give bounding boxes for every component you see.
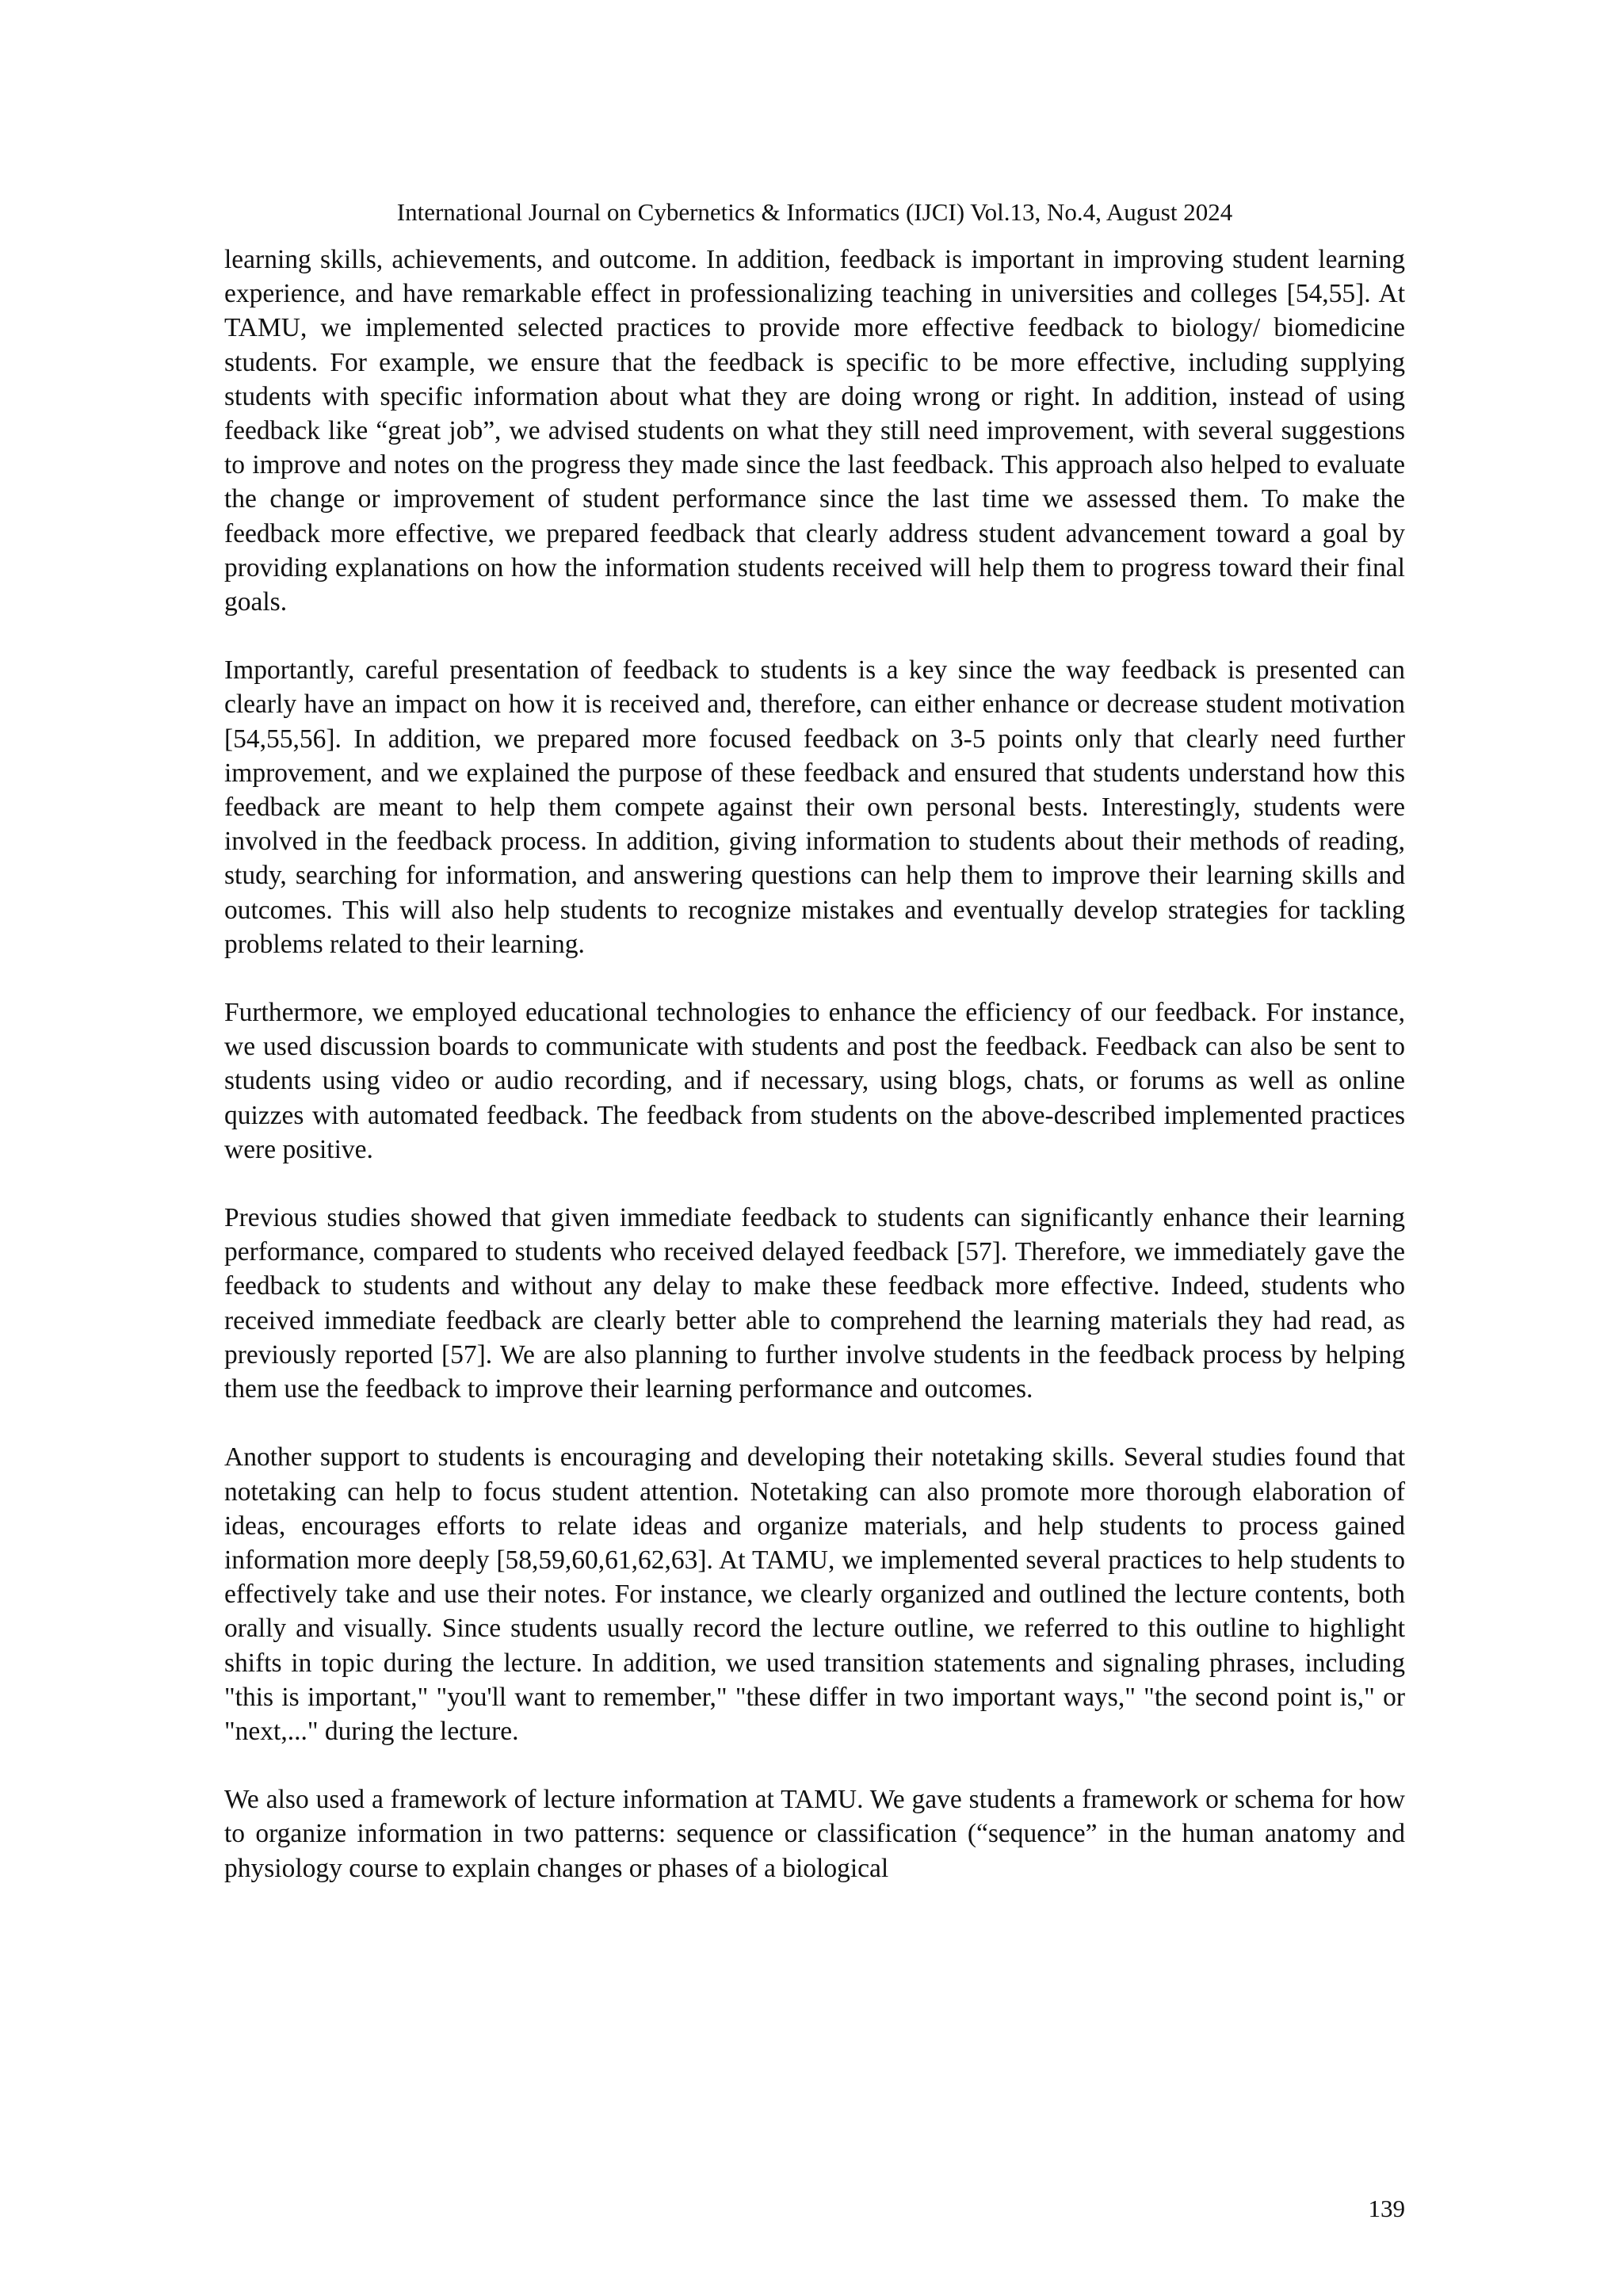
paragraph-immediate-feedback: Previous studies showed that given immediate feedback to students can significantly enhance their learning performance, compared to students who received delayed feedback [57]. Therefore, we immediately gave the feedback to students and without any delay to make these feedback more effective. Indeed, students who received immediate feedback are clearly better able to comprehend the learning materials they had read, as previously reported [57]. We are also planning to further involve students in the feedback process by helping them use the feedback to improve their learning performance and outcomes. [224, 1203, 1405, 1404]
paragraph-feedback-presentation: Importantly, careful presentation of feedback to students is a key since the way feedback is presented can clearly have an impact on how it is received and, therefore, can either enhance or decrease student motivation [54,55,56]. In addition, we prepared more focused feedback on 3-5 points only that clearly need further improvement, and we explained the purpose of these feedback and ensured that students understand how this feedback are meant to help them compete against their own personal bests. Interestingly, students were involved in the feedback process. In addition, giving information to students about their methods of reading, study, searching for information, and answering questions can help them to improve their learning skills and outcomes. This will also help students to recognize mistakes and eventually develop strategies for tackling problems related to their learning. [224, 655, 1405, 959]
running-header: International Journal on Cybernetics & Informatics (IJCI) Vol.13, No.4, August 2024 [396, 198, 1233, 226]
page-number: 139 [1368, 2195, 1405, 2222]
paragraph-educational-technologies: Furthermore, we employed educational technologies to enhance the efficiency of our feedback. For instance, we used discussion boards to communicate with students and post the feedback. Feedback can also be sent to students using video or audio recording, and if necessary, using blogs, chats, or forums as well as online quizzes with automated feedback. The feedback from students on the above-described implemented practices were positive. [224, 998, 1405, 1164]
paragraph-feedback-practices: learning skills, achievements, and outcome. In addition, feedback is important in improving student learning experience, and have remarkable effect in professionalizing teaching in universities and colleges [54,55]. At TAMU, we implemented selected practices to provide more effective feedback to biology/ biomedicine students. For example, we ensure that the feedback is specific to be more effective, including supplying students with specific information about what they are doing wrong or right. In addition, instead of using feedback like “great job”, we advised students on what they still need improvement, with several suggestions to improve and notes on the progress they made since the last feedback. This approach also helped to evaluate the change or improvement of student performance since the last time we assessed them. To make the feedback more effective, we prepared feedback that clearly address student advancement toward a goal by providing explanations on how the information students received will help them to progress toward their final goals. [224, 245, 1405, 617]
paragraph-lecture-framework: We also used a framework of lecture information at TAMU. We gave students a framework or schema for how to organize information in two patterns: sequence or classification (“sequence” in the human anatomy and physiology course to explain changes or phases of a biological [224, 1785, 1405, 1883]
body-text [224, 243, 1405, 1885]
paragraph-notetaking: Another support to students is encouraging and developing their notetaking skills. Several studies found that notetaking can help to focus student attention. Notetaking can also promote more thorough elaboration of ideas, encourages efforts to relate ideas and organize materials, and help students to process gained information more deeply [58,59,60,61,62,63]. At TAMU, we implemented several practices to help students to effectively take and use their notes. For instance, we clearly organized and outlined the lecture contents, both orally and visually. Since students usually record the lecture outline, we referred to this outline to highlight shifts in topic during the lecture. In addition, we used transition statements and signaling phrases, including "this is important," "you'll want to remember," "these differ in two important ways," "the second point is," or "next,..." during the lecture. [224, 1442, 1405, 1746]
